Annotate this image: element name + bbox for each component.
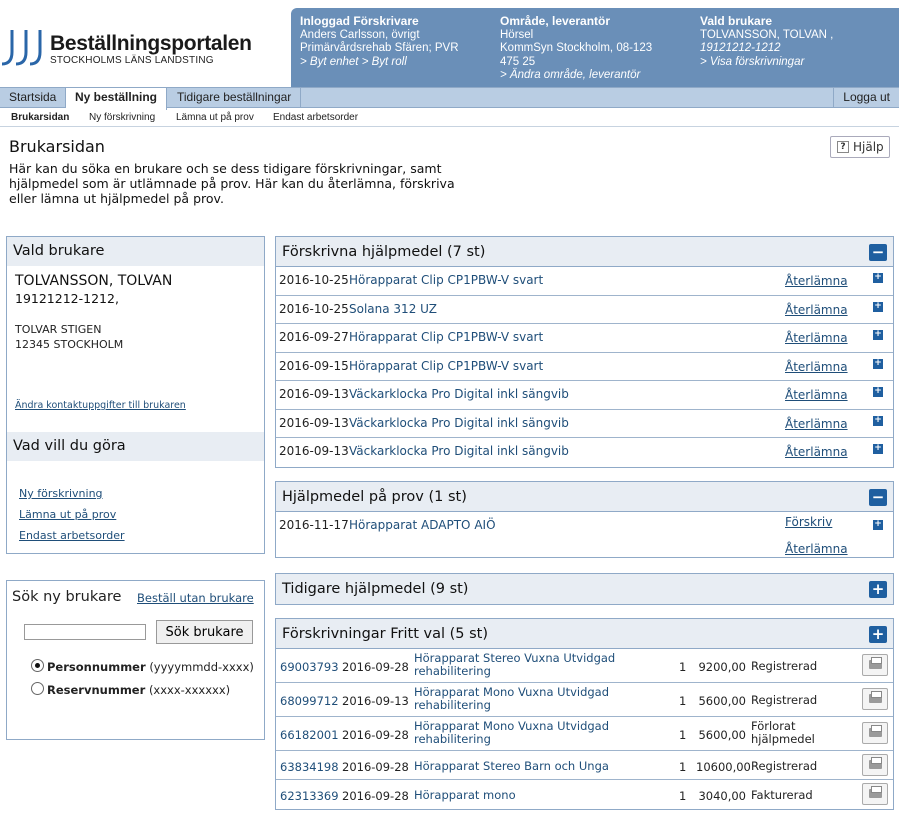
return-link[interactable]: Återlämna — [785, 388, 848, 402]
expand-icon[interactable]: + — [869, 581, 887, 598]
chosen-user-panel — [6, 236, 265, 554]
tab-ny-bestallning[interactable]: Ny beställning — [66, 88, 167, 110]
brand-subtitle: STOCKHOLMS LÄNS LANDSTING — [50, 55, 214, 66]
radio-personnummer-label — [47, 660, 254, 674]
status: Registrerad — [751, 693, 818, 707]
article-link[interactable]: Hörapparat Mono Vuxna Utvidgad rehabilitering — [414, 685, 610, 712]
item-date: 2016-10-25 — [279, 273, 349, 287]
header — [0, 0, 899, 87]
free-choice-panel — [275, 618, 894, 810]
subtab-lamna-ut[interactable]: Lämna ut på prov — [176, 112, 254, 123]
price: 5600,00 — [698, 728, 746, 742]
chosen-user-panel-heading: Vald brukare — [7, 237, 264, 266]
status: Registrerad — [751, 659, 818, 673]
table-row — [276, 649, 893, 683]
help-label: Hjälp — [853, 140, 884, 154]
list-item — [276, 353, 893, 382]
area-heading: Område, leverantör — [500, 14, 611, 28]
free-choice-list — [276, 649, 893, 809]
sub-nav — [0, 109, 899, 127]
order-without-user-link[interactable]: Beställ utan brukare — [137, 591, 254, 605]
subtab-ny-forskrivning[interactable]: Ny förskrivning — [89, 112, 156, 123]
list-item — [276, 324, 893, 353]
page-intro: Här kan du söka en brukare och se dess tidigare förskrivningar, samt hjälpmedel som är utlämnade på prov. Här kan du återlämna, förskriva eller lämna ut hjälpmedel på prov. — [9, 161, 455, 206]
price: 10600,00 — [696, 760, 751, 774]
item-name-link[interactable]: Hörapparat Clip CP1PBW-V svart — [349, 358, 544, 373]
print-icon[interactable] — [862, 783, 888, 805]
list-item — [276, 438, 893, 467]
page-title: Brukarsidan — [9, 137, 105, 156]
radio-personnummer[interactable] — [31, 659, 44, 672]
print-icon[interactable] — [862, 688, 888, 710]
order-number-link[interactable]: 69003793 — [280, 660, 339, 674]
return-link[interactable]: Återlämna — [785, 542, 848, 556]
print-icon[interactable] — [862, 654, 888, 676]
status: Registrerad — [751, 759, 818, 773]
trial-item[interactable]: Hörapparat ADAPTO AIÖ — [349, 518, 496, 532]
help-button[interactable] — [830, 136, 890, 158]
personnummer-label: Personnummer — [47, 660, 146, 674]
prescribe-link[interactable]: Förskriv — [785, 515, 833, 529]
article-link[interactable]: Hörapparat mono — [414, 788, 516, 802]
table-row — [276, 751, 893, 780]
action-arbetsorder-link[interactable]: Endast arbetsorder — [19, 529, 125, 542]
item-date: 2016-09-27 — [279, 330, 349, 344]
order-date: 2016-09-28 — [342, 728, 409, 742]
list-item — [276, 381, 893, 410]
free-choice-title: Förskrivningar Fritt val (5 st) — [282, 626, 488, 642]
expand-icon[interactable]: + — [874, 519, 882, 529]
main-nav — [0, 87, 899, 108]
area-value: Hörsel — [500, 28, 534, 41]
list-item — [276, 267, 893, 296]
order-number-link[interactable]: 63834198 — [280, 760, 339, 774]
brand-name: Beställningsportalen — [50, 32, 252, 55]
article-link[interactable]: Hörapparat Stereo Vuxna Utvidgad rehabilitering — [414, 651, 616, 678]
reservnummer-hint: (xxxx-xxxxxx) — [148, 683, 231, 697]
expand-icon[interactable]: + — [874, 329, 882, 339]
expand-icon[interactable]: + — [874, 272, 882, 282]
price: 3040,00 — [698, 789, 746, 803]
user-info-bar — [291, 8, 899, 87]
chosen-user-heading: Vald brukare — [700, 14, 773, 28]
item-name-link[interactable]: Hörapparat Clip CP1PBW-V svart — [349, 330, 544, 344]
item-date: 2016-09-13 — [279, 387, 349, 401]
show-prescriptions-link[interactable]: > Visa förskrivningar — [700, 55, 805, 68]
radio-reservnummer[interactable] — [31, 682, 44, 695]
change-unit-link[interactable]: > Byt enhet > Byt roll — [300, 55, 407, 68]
chosen-user-name: TOLVANSSON, TOLVAN , — [700, 28, 834, 41]
sll-logo-icon — [0, 28, 46, 68]
logo[interactable] — [0, 24, 260, 74]
subtab-endast-arbetsorder[interactable]: Endast arbetsorder — [273, 112, 359, 123]
item-name-link[interactable]: Väckarklocka Pro Digital inkl sängvib — [349, 415, 569, 430]
item-name-link[interactable]: Väckarklocka Pro Digital inkl sängvib — [349, 387, 569, 401]
chosen-user-block — [700, 15, 833, 69]
order-date: 2016-09-28 — [342, 789, 409, 803]
list-item — [276, 512, 893, 557]
supplier-value: KommSyn Stockholm, 08-123 — [500, 42, 653, 54]
item-date: 2016-10-25 — [279, 301, 349, 316]
table-row — [276, 780, 893, 809]
item-name-link[interactable]: Solana 312 UZ — [349, 301, 437, 316]
article-link[interactable]: Hörapparat Stereo Barn och Unga — [414, 759, 609, 773]
order-number-link[interactable]: 68099712 — [280, 694, 339, 708]
supplier-phone: 475 25 — [500, 55, 536, 68]
item-name-link[interactable]: Hörapparat Clip CP1PBW-V svart — [349, 273, 544, 287]
return-link[interactable]: Återlämna — [785, 416, 848, 431]
trial-date: 2016-11-17 — [279, 518, 349, 532]
logout-button[interactable]: Logga ut — [833, 88, 899, 108]
print-icon[interactable] — [862, 722, 888, 744]
action-lamna-ut-link[interactable]: Lämna ut på prov — [19, 508, 117, 521]
item-date: 2016-09-13 — [279, 444, 349, 458]
previous-heading — [276, 574, 893, 604]
logged-in-unit: Primärvårdsrehab Sfären; PVR — [300, 42, 459, 54]
item-name-link[interactable]: Väckarklocka Pro Digital inkl sängvib — [349, 444, 569, 458]
logged-in-block — [300, 15, 459, 69]
price: 5600,00 — [698, 694, 746, 708]
return-link[interactable]: Återlämna — [785, 359, 848, 374]
expand-icon[interactable]: + — [874, 414, 882, 425]
search-input[interactable] — [24, 624, 146, 640]
expand-icon[interactable]: + — [874, 386, 882, 396]
list-item — [276, 410, 893, 439]
list-item — [276, 296, 893, 325]
return-link[interactable]: Återlämna — [785, 445, 848, 459]
previous-title: Tidigare hjälpmedel (9 st) — [282, 581, 469, 597]
article-link[interactable]: Hörapparat Mono Vuxna Utvidgad rehabilitering — [414, 719, 610, 746]
collapse-icon[interactable]: − — [869, 244, 887, 261]
prescribed-panel — [275, 236, 894, 468]
expand-icon[interactable]: + — [874, 443, 882, 453]
trial-panel — [275, 481, 894, 558]
trial-heading — [276, 482, 893, 512]
status: Fakturerad — [751, 788, 813, 802]
help-icon: ? — [837, 141, 849, 153]
prescribed-list — [276, 267, 893, 467]
user-name: TOLVANSSON, TOLVAN — [15, 273, 173, 289]
quantity: 1 — [679, 760, 687, 774]
order-date: 2016-09-28 — [342, 660, 409, 674]
logged-in-heading: Inloggad Förskrivare — [300, 14, 419, 28]
chosen-user-pnr: 19121212-1212 — [700, 42, 781, 54]
collapse-icon[interactable]: − — [869, 489, 887, 506]
order-number-link[interactable]: 62313369 — [280, 789, 339, 803]
quantity: 1 — [679, 660, 687, 674]
radio-reservnummer-label — [47, 683, 230, 697]
user-pnr: 19121212-1212, — [15, 291, 119, 306]
order-date: 2016-09-13 — [342, 694, 409, 708]
expand-icon[interactable]: + — [874, 357, 882, 368]
quantity: 1 — [679, 789, 687, 803]
item-date: 2016-09-15 — [279, 358, 349, 373]
quantity: 1 — [679, 728, 687, 742]
prescribed-title: Förskrivna hjälpmedel (7 st) — [282, 244, 486, 260]
search-button[interactable]: Sök brukare — [156, 620, 253, 644]
order-date: 2016-09-28 — [342, 760, 409, 774]
print-icon[interactable] — [862, 754, 888, 776]
quantity: 1 — [679, 694, 687, 708]
what-to-do-heading: Vad vill du göra — [7, 432, 264, 461]
order-number-link[interactable]: 66182001 — [280, 728, 339, 742]
change-area-link[interactable]: > Ändra område, leverantör — [500, 69, 641, 81]
user-street: TOLVAR STIGEN — [15, 323, 102, 336]
table-row — [276, 717, 893, 751]
prescribed-heading — [276, 237, 893, 267]
return-link[interactable]: Återlämna — [785, 274, 848, 288]
status: Förlorat hjälpmedel — [751, 719, 815, 746]
subtab-brukarsidan[interactable]: Brukarsidan — [11, 112, 70, 123]
action-ny-forskrivning-link[interactable]: Ny förskrivning — [19, 487, 103, 500]
area-block — [500, 15, 652, 83]
user-city: 12345 STOCKHOLM — [15, 338, 124, 351]
expand-icon[interactable]: + — [874, 300, 882, 311]
logged-in-name: Anders Carlsson, övrigt — [300, 28, 420, 41]
previous-panel — [275, 573, 894, 605]
expand-icon[interactable]: + — [869, 626, 887, 643]
return-link[interactable]: Återlämna — [785, 302, 848, 317]
edit-contact-link[interactable]: Ändra kontaktuppgifter till brukaren — [15, 400, 186, 411]
item-date: 2016-09-13 — [279, 415, 349, 430]
tab-startsida[interactable]: Startsida — [0, 88, 66, 108]
price: 9200,00 — [698, 660, 746, 674]
tab-tidigare-bestallningar[interactable]: Tidigare beställningar — [168, 88, 301, 108]
table-row — [276, 683, 893, 717]
search-user-panel — [6, 580, 265, 740]
personnummer-hint: (yyyymmdd-xxxx) — [149, 660, 254, 674]
free-choice-heading — [276, 619, 893, 649]
trial-title: Hjälpmedel på prov (1 st) — [282, 489, 467, 505]
return-link[interactable]: Återlämna — [785, 331, 848, 345]
search-heading: Sök ny brukare — [12, 589, 122, 605]
reservnummer-label: Reservnummer — [47, 683, 146, 697]
